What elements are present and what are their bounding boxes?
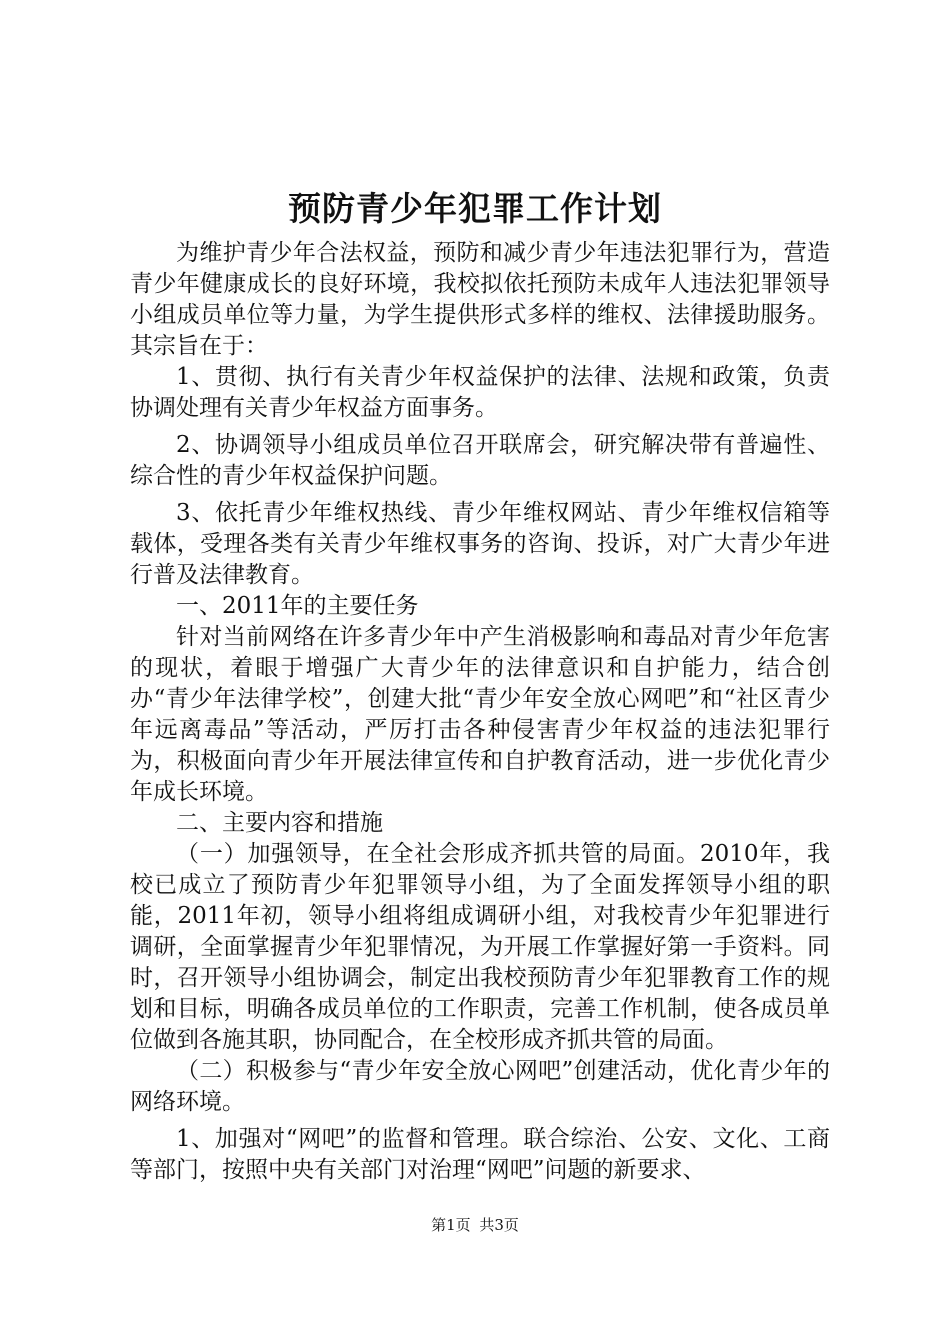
section-heading-1: 一、2011年的主要任务 bbox=[176, 593, 419, 619]
document-body bbox=[130, 238, 830, 1186]
measure-2-item-1: 1、加强对“网吧”的监督和管理。联合综治、公安、文化、工商等部门，按照中央有关部门对治理“网吧”问题的新要求、 bbox=[130, 1126, 830, 1183]
page-footer: 第1页 共3页 bbox=[431, 1216, 519, 1234]
purpose-item-2: 2、协调领导小组成员单位召开联席会，研究解决带有普遍性、综合性的青少年权益保护问题。 bbox=[130, 432, 830, 489]
purpose-item-1: 1、贯彻、执行有关青少年权益保护的法律、法规和政策，负责协调处理有关青少年权益方面事务。 bbox=[130, 364, 830, 421]
tasks-paragraph: 针对当前网络在许多青少年中产生消极影响和毒品对青少年危害的现状，着眼于增强广大青少年的法律意识和自护能力，结合创办“青少年法律学校”，创建大批“青少年安全放心网吧”和“社区青少年远离毒品”等活动，严厉打击各种侵害青少年权益的违法犯罪行为，积极面向青少年开展法律宣传和自护教育活动，进一步优化青少年成长环境。 bbox=[130, 624, 830, 805]
document-title: 预防青少年犯罪工作计划 bbox=[288, 189, 662, 228]
purpose-item-3: 3、依托青少年维权热线、青少年维权网站、青少年维权信箱等载体，受理各类有关青少年维权事务的咨询、投诉，对广大青少年进行普及法律教育。 bbox=[130, 500, 830, 588]
intro-paragraph: 为维护青少年合法权益，预防和减少青少年违法犯罪行为，营造青少年健康成长的良好环境，我校拟依托预防未成年人违法犯罪领导小组成员单位等力量，为学生提供形式多样的维权、法律援助服务。其宗旨在于： bbox=[130, 240, 830, 359]
measure-1-paragraph: （一）加强领导，在全社会形成齐抓共管的局面。2010年，我校已成立了预防青少年犯罪领导小组，为了全面发挥领导小组的职能，2011年初，领导小组将组成调研小组，对我校青少年犯罪进行调研，全面掌握青少年犯罪情况，为开展工作掌握好第一手资料。同时，召开领导小组协调会，制定出我校预防青少年犯罪教育工作的规划和目标，明确各成员单位的工作职责，完善工作机制，使各成员单位做到各施其职，协同配合，在全校形成齐抓共管的局面。 bbox=[130, 841, 830, 1053]
section-heading-2: 二、主要内容和措施 bbox=[176, 810, 383, 836]
measure-2-paragraph: （二）积极参与“青少年安全放心网吧”创建活动，优化青少年的网络环境。 bbox=[130, 1058, 830, 1115]
